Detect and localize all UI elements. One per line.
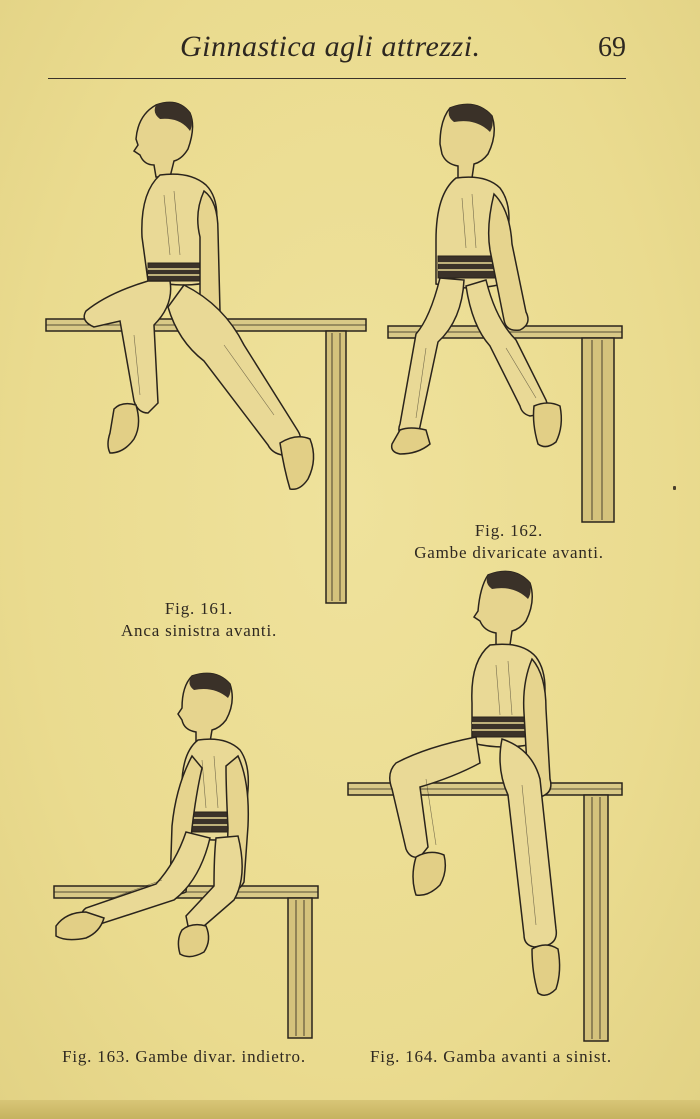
figure-162-drawing [386,98,626,524]
fig161-left-leg [84,281,170,413]
ink-speck [673,486,676,490]
fig161-right-foot [280,437,314,490]
figure-164-number: Fig. 164. [370,1047,439,1066]
figure-163-caption [36,1046,332,1068]
fig163-bar-post [288,898,312,1038]
figure-164-caption [346,1046,636,1068]
header-rule [48,78,626,79]
page-number: 69 [598,32,626,63]
figure-163-illustration [52,668,322,1040]
fig162-left-leg [399,278,464,438]
fig163-left-foot [56,912,104,940]
fig161-bar-post [326,331,346,603]
figure-161-title: Anca sinistra avanti. [120,621,278,640]
fig164-right-foot [532,945,560,995]
figure-161-illustration [44,95,372,605]
figure-164-title: Gamba avanti a sinist. [443,1047,612,1066]
fig162-left-foot [392,428,430,454]
fig161-right-leg [168,285,301,455]
figure-162-title: Gambe divaricate avanti. [414,543,604,562]
figure-161-caption [60,598,338,642]
figure-161-number: Fig. 161. [164,599,234,618]
fig164-bar-post [584,795,608,1041]
figure-164-illustration [346,565,626,1043]
figure-162-illustration [386,98,626,524]
fig163-right-foot [178,925,208,957]
running-header-title: Ginnastica agli attrezzi. [180,30,481,63]
figure-163-number: Fig. 163. [62,1047,131,1066]
figure-162-number: Fig. 162. [474,521,544,540]
figure-161-drawing [44,95,372,605]
figure-163-drawing [52,668,322,1040]
figure-162-caption [380,520,638,564]
page-bottom-edge [0,1100,700,1119]
fig162-bar-post [582,338,614,522]
fig162-right-foot [534,403,562,447]
figure-164-drawing [346,565,626,1043]
fig161-left-foot [108,404,139,453]
figure-163-title: Gambe divar. indietro. [135,1047,306,1066]
fig164-left-foot [413,852,445,895]
